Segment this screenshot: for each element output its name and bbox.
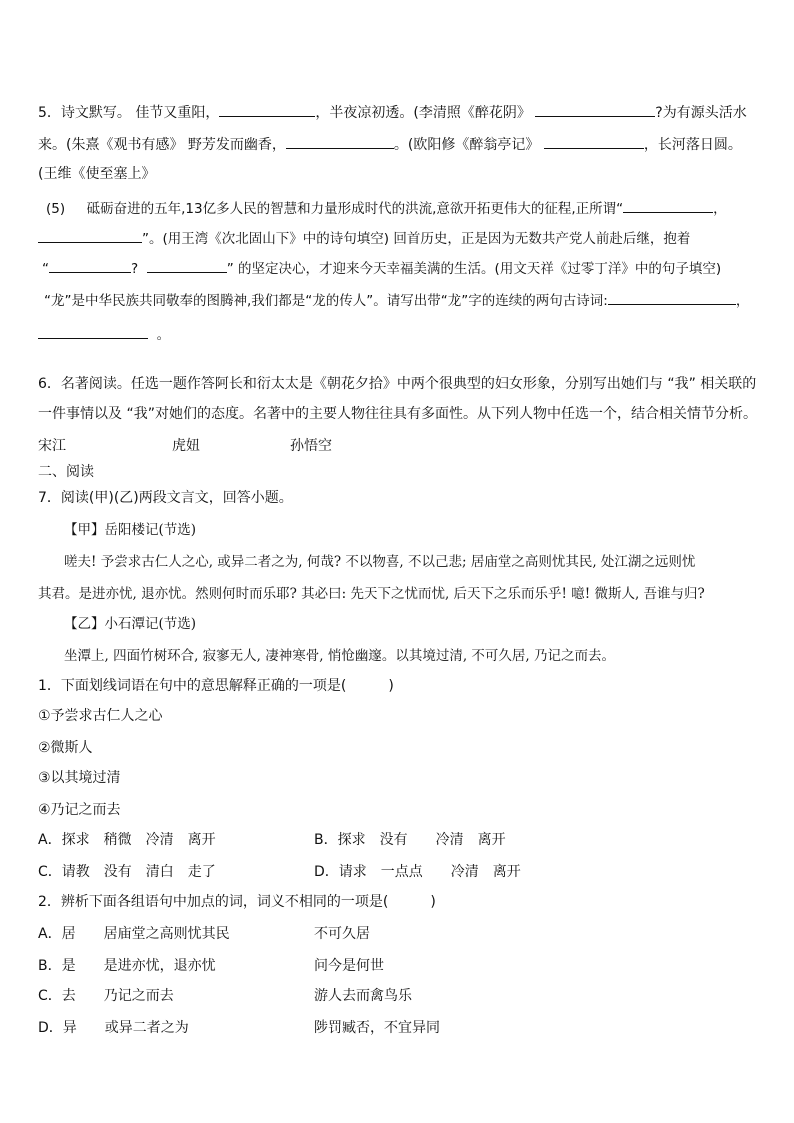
sub1-option-c: C．请教 没有 清白 走了 <box>38 864 216 880</box>
sub1-item-4: ④乃记之而去 <box>38 802 121 818</box>
q5-text: ， <box>713 201 727 217</box>
answer-blank <box>38 228 142 243</box>
q5-text: 。(欧阳修《醉翁亭记》 <box>393 137 540 153</box>
q6-name-3: 孙悟空 <box>290 438 332 454</box>
q6-line-2: 一件事情以及 “我”对她们的态度。名著中的主要人物往往具有多面性。从下列人物中任选一个，结合相关情节分析。 <box>38 406 757 422</box>
q5-line-8 <box>38 324 170 345</box>
q5-line-6 <box>42 258 721 279</box>
q6-name-1: 宋江 <box>38 438 66 454</box>
q5-line-2 <box>38 134 742 155</box>
answer-blank <box>608 290 736 305</box>
sub1-item-2: ②微斯人 <box>38 740 93 756</box>
q5-text: ，长河落日圆。 <box>643 137 742 153</box>
sub2-option-b-left: B．是 是进亦忧，退亦忧 <box>38 958 216 974</box>
sub1-stem: 1．下面划线词语在句中的意思解释正确的一项是( ) <box>38 678 394 694</box>
sub1-item-1: ①予尝求古仁人之心 <box>38 708 163 724</box>
answer-blank <box>49 258 131 273</box>
sub2-option-d-right: 陟罚臧否，不宜异同 <box>314 1020 440 1036</box>
q5-text: “ <box>42 261 49 277</box>
q5-text: 来。(朱熹《观书有感》 野芳发而幽香， <box>38 137 286 153</box>
q5-line-3: (王维《使至塞上》 <box>38 166 156 182</box>
answer-blank <box>147 258 227 273</box>
q5-text: ? <box>131 261 139 277</box>
question-number: (5) <box>46 201 66 217</box>
q5-text: 5．诗文默写。 佳节又重阳， <box>38 105 220 121</box>
q6-line-1: 6．名著阅读。任选一题作答阿长和衍太太是《朝花夕拾》中两个很典型的妇女形象，分别写出她们与 “我” 相关联的 <box>38 376 757 392</box>
q5-text: ?为有源头活水 <box>655 105 747 121</box>
sub1-option-b: B．探求 没有 冷清 离开 <box>314 832 506 848</box>
q5-text: 。 <box>156 327 171 343</box>
sub1-option-d: D．请求 一点点 冷清 离开 <box>314 864 521 880</box>
passage-yi-line-1: 坐潭上, 四面竹树环合, 寂寥无人, 凄神寒骨, 悄怆幽邃。以其境过清, 不可久居, 乃记之而去。 <box>64 648 615 664</box>
sub2-option-d-left: D．异 或异二者之为 <box>38 1020 189 1036</box>
q5-text: ”。(用王湾《次北固山下》中的诗句填空) 回首历史，正是因为无数共产党人前赴后继，抱着 <box>142 231 691 247</box>
q5-text: ， <box>735 293 750 309</box>
sub2-option-b-right: 问今是何世 <box>314 958 384 974</box>
answer-blank <box>219 102 315 117</box>
sub2-stem: 2．辨析下面各组语句中加点的词，词义不相同的一项是( ) <box>38 894 436 910</box>
sub2-option-a-right: 不可久居 <box>314 926 370 942</box>
answer-blank <box>544 134 644 149</box>
q5-line-5 <box>38 228 690 249</box>
q5-line-1 <box>38 102 747 123</box>
q6-name-2: 虎妞 <box>172 438 200 454</box>
answer-blank <box>535 102 655 117</box>
section-heading: 二、阅读 <box>38 464 94 480</box>
passage-yi-title: 【乙】小石潭记(节选) <box>64 616 197 632</box>
q5-line-4 <box>46 198 727 219</box>
sub1-option-a: A．探求 稍微 冷清 离开 <box>38 832 216 848</box>
sub1-item-3: ③以其境过清 <box>38 770 121 786</box>
q5-line-7 <box>44 290 749 311</box>
sub2-option-c-right: 游人去而禽鸟乐 <box>314 988 412 1004</box>
passage-jia-line-2: 其君。是进亦忧, 退亦忧。然则何时而乐耶? 其必曰: 先天下之忧而忧, 后天下之乐而乐乎! 噫! 微斯人, 吾谁与归? <box>38 586 705 602</box>
q5-text: ” 的坚定决心，才迎来今天幸福美满的生活。(用文天祥《过零丁洋》中的句子填空) <box>226 261 722 277</box>
answer-blank <box>38 324 148 339</box>
q5-text: ，半夜凉初透。(李清照《醉花阴》 <box>315 105 531 121</box>
passage-jia-line-1: 嗟夫! 予尝求古仁人之心, 或异二者之为, 何哉? 不以物喜, 不以己悲; 居庙堂之高则忧其民, 处江湖之远则忧 <box>64 554 696 570</box>
q7-stem: 7．阅读(甲)(乙)两段文言文，回答小题。 <box>38 490 293 506</box>
q5-text: “龙”是中华民族共同敬奉的图腾神,我们都是“龙的传人”。请写出带“龙”字的连续的两句古诗词: <box>44 293 608 309</box>
sub2-option-a-left: A．居 居庙堂之高则忧其民 <box>38 926 230 942</box>
sub2-option-c-left: C．去 乃记之而去 <box>38 988 174 1004</box>
answer-blank <box>623 198 713 213</box>
answer-blank <box>286 134 394 149</box>
q5-text: 砥砺奋进的五年,13亿多人民的智慧和力量形成时代的洪流,意欲开拓更伟大的征程,正所谓“ <box>86 201 624 217</box>
passage-jia-title: 【甲】岳阳楼记(节选) <box>64 522 197 538</box>
